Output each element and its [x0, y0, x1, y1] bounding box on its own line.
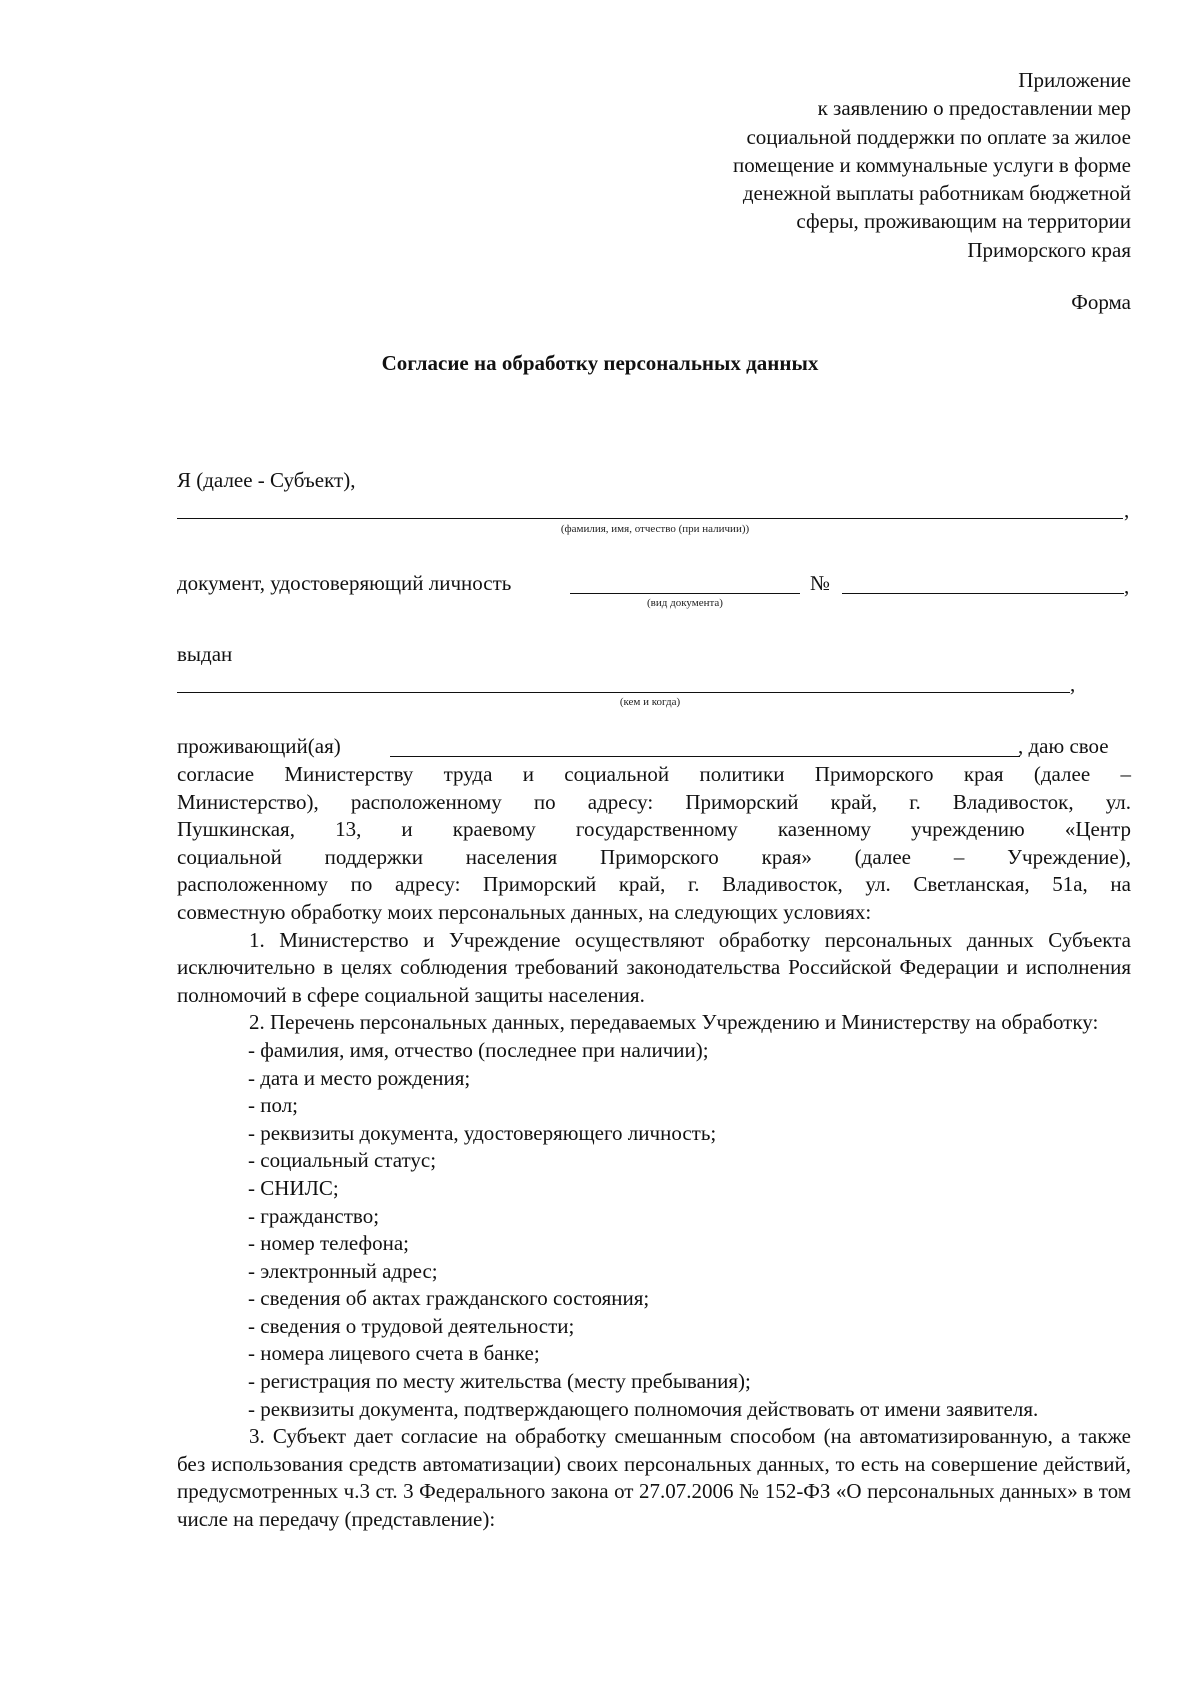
- intro-line: совместную обработку моих персональных данных, на следующих условиях:: [177, 899, 872, 924]
- issued-hint: (кем и когда): [619, 696, 681, 708]
- residing-label: проживающий(ая): [177, 734, 341, 758]
- number-sign: №: [810, 571, 831, 595]
- data-list-item: - реквизиты документа, удостоверяющего личность;: [248, 1120, 717, 1145]
- appendix-line: социальной поддержки по оплате за жилое: [746, 124, 1131, 149]
- fio-hint: (фамилия, имя, отчество (при наличии)): [560, 523, 750, 535]
- intro-line: Министерство), расположенному по адресу: Приморский край, г. Владивосток, ул.: [177, 789, 1131, 814]
- data-list-item: - сведения о трудовой деятельности;: [248, 1313, 575, 1338]
- appendix-line: Приложение: [1018, 68, 1131, 92]
- clause-1: 1. Министерство и Учреждение осуществляют обработку персональных данных Субъекта исключительно в целях соблюдения требований законодательства Российской Федерации и исполнения полномочий в сфере социальной защиты населения.: [177, 927, 1131, 1007]
- data-list-item: - фамилия, имя, отчество (последнее при наличии);: [248, 1037, 709, 1062]
- fio-comma: ,: [1124, 498, 1130, 522]
- issued-comma: ,: [1070, 672, 1076, 696]
- appendix-line: помещение и коммунальные услуги в форме: [733, 152, 1131, 177]
- intro-line: согласие Министерству труда и социальной политики Приморского края (далее –: [177, 762, 1131, 786]
- data-list-last-item: - реквизиты документа, подтверждающего полномочия действовать от имени заявителя.: [248, 1396, 1039, 1421]
- data-list-item: - номер телефона;: [248, 1231, 409, 1256]
- intro-line: расположенному по адресу: Приморский край, г. Владивосток, ул. Светланская, 51а, на: [177, 872, 1131, 897]
- appendix-line: к заявлению о предоставлении мер: [817, 96, 1131, 121]
- data-list-item: - дата и место рождения;: [248, 1065, 471, 1090]
- document-title: Согласие на обработку персональных данных: [381, 351, 819, 375]
- intro-line: Пушкинская, 13, и краевому государственному казенному учреждению «Центр: [177, 817, 1131, 842]
- data-list-item: - электронный адрес;: [248, 1258, 438, 1283]
- id-document-number-input-line[interactable]: [842, 593, 1124, 594]
- issued-label: выдан: [177, 642, 233, 666]
- consent-body: [177, 761, 1131, 1534]
- clause-2: 2. Перечень персональных данных, передаваемых Учреждению и Министерству на обработку:: [249, 1010, 1099, 1035]
- data-list-item: - номера лицевого счета в банке;: [248, 1341, 540, 1366]
- appendix-header: [560, 66, 1131, 264]
- subject-label: Я (далее - Субъект),: [177, 468, 356, 492]
- issued-by-input-line[interactable]: [177, 692, 1070, 693]
- id-number-comma: ,: [1124, 574, 1130, 598]
- fio-input-line[interactable]: [177, 518, 1123, 519]
- intro-line: социальной поддержки населения Приморского края» (далее – Учреждение),: [177, 844, 1131, 869]
- appendix-line: денежной выплаты работникам бюджетной: [742, 181, 1131, 206]
- data-list-item: - регистрация по месту жительства (месту пребывания);: [248, 1369, 751, 1394]
- appendix-line: Приморского края: [967, 237, 1131, 262]
- data-list-item: - пол;: [248, 1093, 299, 1118]
- form-label: Форма: [1071, 290, 1131, 314]
- id-document-type-input-line[interactable]: [570, 593, 800, 594]
- data-list-item: - сведения об актах гражданского состояния;: [248, 1286, 650, 1311]
- id-document-label: документ, удостоверяющий личность: [177, 571, 512, 595]
- id-document-hint: (вид документа): [647, 597, 723, 609]
- residing-tail: , даю свое: [1018, 734, 1109, 758]
- appendix-line: сферы, проживающим на территории: [796, 209, 1131, 234]
- residing-address-input-line[interactable]: [390, 756, 1020, 757]
- clause-3: 3. Субъект дает согласие на обработку смешанным способом (на автоматизированную, а также без использования средств автоматизации) своих персональных данных, то есть на совершение действий, предусмотренных ч.3 ст. 3 Федерального закона от 27.07.2006 № 152-ФЗ «О персональных данных» в том числе на передачу (представление):: [177, 1424, 1131, 1532]
- data-list-item: - социальный статус;: [248, 1148, 437, 1173]
- data-list-item: - гражданство;: [248, 1203, 380, 1228]
- data-list-item: - СНИЛС;: [248, 1175, 339, 1200]
